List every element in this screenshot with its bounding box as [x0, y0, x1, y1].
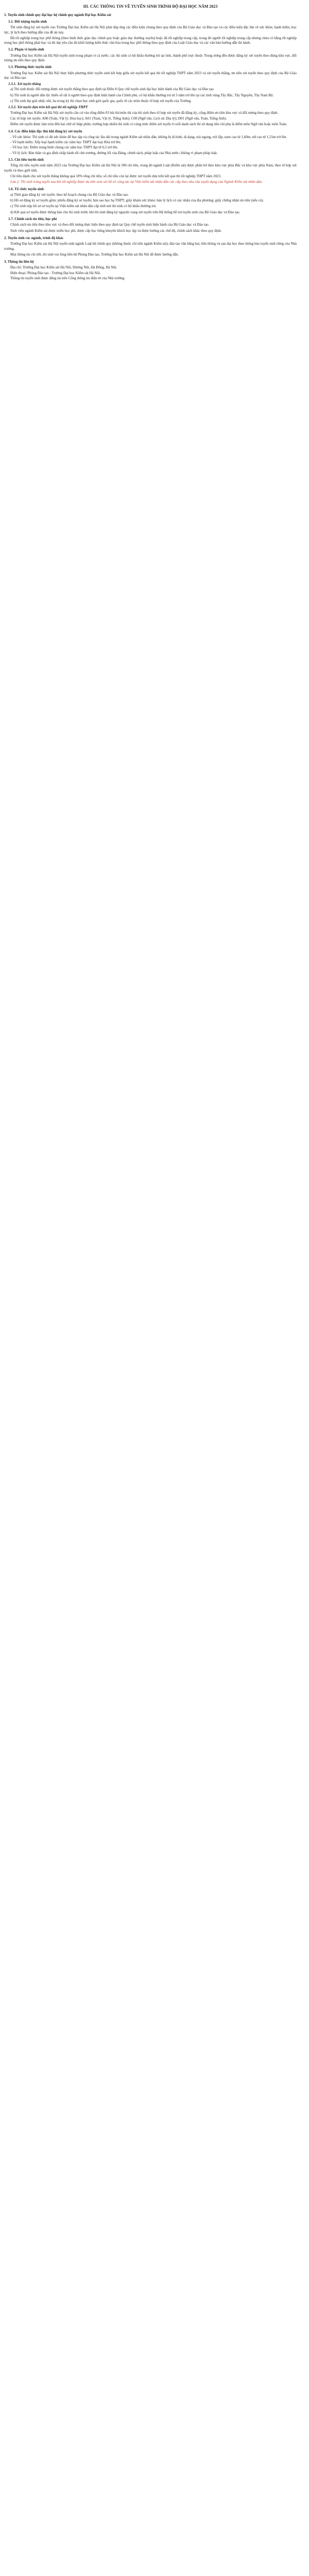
- criteria-section: [4, 129, 297, 156]
- section-heading: 1.5. Chỉ tiêu tuyển sinh: [8, 158, 44, 162]
- section-heading: 1.3. Phương thức tuyển sinh: [8, 65, 52, 70]
- subsection-item: b) Thí sinh là người dân tộc thiểu số rất ít người theo quy định hiện hành của Chính phủ, có hộ khẩu thường trú từ 3 năm trở lên tại các tỉnh vùng Tây Bắc, Tây Nguyên, Tây Nam Bộ.: [10, 93, 274, 97]
- criteria-bullet: - Về học lực: Điểm trung bình chung các năm học THPT đạt từ 6,5 trở lên.: [10, 145, 118, 150]
- section-heading: 3. Thông tin liên hệ: [4, 260, 34, 264]
- procedure-item: a) Thời gian đăng ký xét tuyển: theo kế hoạch chung của Bộ Giáo dục và Đào tạo.: [10, 192, 129, 197]
- section-paragraph: Thí sinh đăng ký xét tuyển vào Trường Đại học Kiểm sát Hà Nội phải đáp ứng các điều kiện chung theo quy định của Bộ Giáo dục và Đào tạo và các điều kiện đặc thù về sức khỏe, hạnh kiểm, học lực, lý lịch theo hướng dẫn của đề án này.: [4, 25, 297, 35]
- section-1-2: [4, 47, 297, 63]
- subsection-1-3-2: [4, 105, 297, 127]
- criteria-bullet: - Về sức khỏe: Thí sinh có đủ sức khỏe để học tập và công tác lâu dài trong ngành Kiểm sát nhân dân; không bị dị hình, dị dạng, nói ngọng, nói lắp; nam cao từ 1,60m, nữ cao từ 1,55m trở lên.: [10, 134, 287, 139]
- other-paragraph: Trường Đại học Kiểm sát Hà Nội tuyển sinh ngành Luật hệ chính quy (không thuộc chỉ tiêu ngành Kiểm sát), đào tạo văn bằng hai, liên thông và sau đại học theo thông báo tuyển sinh riêng của Nhà trường.: [4, 242, 297, 251]
- quota-paragraph: Chỉ tiêu dành cho xét tuyển thẳng không quá 10% tổng chỉ tiêu; số chỉ tiêu còn lại được xét tuyển dựa trên kết quả thi tốt nghiệp THPT năm 2023.: [10, 174, 221, 178]
- subsection-item: Điểm xét tuyển được làm tròn đến hai chữ số thập phân; trường hợp nhiều thí sinh có cùng mức điểm xét tuyển ở cuối danh sách thì sử dụng tiêu chí phụ là điểm môn Ngữ văn hoặc môn Toán.: [10, 122, 287, 127]
- fees-paragraph: Sinh viên ngành Kiểm sát được miễn học phí, được cấp học bổng khuyến khích học tập và được hưởng các chế độ, chính sách khác theo quy định.: [10, 228, 222, 233]
- section-heading: 1.2. Phạm vi tuyển sinh: [8, 47, 44, 52]
- section-1-1: [4, 20, 297, 45]
- contact-line: Điện thoại: Phòng Đào tạo - Trường Đại học Kiểm sát Hà Nội.: [10, 270, 101, 275]
- section-heading: 2. Tuyển sinh các ngành, trình độ khác: [4, 235, 64, 240]
- document-page: [0, 0, 301, 287]
- procedure-item: d) Kết quả sơ tuyển được thông báo cho thí sinh trước khi thí sinh đăng ký nguyện vọng xét tuyển trên Hệ thống hỗ trợ tuyển sinh của Bộ Giáo dục và Đào tạo.: [10, 210, 241, 214]
- contact-section: [4, 260, 297, 281]
- procedure-section: [4, 187, 297, 215]
- subsection-heading: 1.3.2. Xét tuyển dựa trên kết quả thi tốt nghiệp THPT: [8, 105, 88, 110]
- criteria-bullet: - Về lý lịch: Bản thân và gia đình chấp hành tốt chủ trương, đường lối của Đảng, chính sách, pháp luật của Nhà nước; không vi phạm pháp luật.: [10, 150, 218, 155]
- section-heading: 1.6. Tổ chức tuyển sinh: [8, 187, 44, 191]
- document-title: III. CÁC THÔNG TIN VỀ TUYỂN SINH TRÌNH ĐỘ ĐẠI HỌC NĂM 2023: [83, 4, 218, 9]
- contact-line: Thông tin tuyển sinh được đăng tải trên Cổng thông tin điện tử của Nhà trường.: [10, 276, 125, 280]
- fees-paragraph: Chính sách ưu tiên theo khu vực và theo đối tượng thực hiện theo quy định tại Quy chế tuyển sinh hiện hành của Bộ Giáo dục và Đào tạo.: [10, 223, 210, 227]
- section-paragraph: Trường Đại học Kiểm sát Hà Nội tuyển sinh trong phạm vi cả nước; các thí sinh có hộ khẩu thường trú tại tỉnh, thành phố trực thuộc Trung ương đều được đăng ký xét tuyển theo đúng khu vực, đối tượng ưu tiên theo quy định.: [4, 53, 297, 62]
- contact-line: Địa chỉ: Trường Đại học Kiểm sát Hà Nội, Dương Nội, Hà Đông, Hà Nội.: [10, 265, 117, 270]
- quota-note: Lưu ý: Thí sinh trúng tuyển sau khi tốt nghiệp được ưu tiên xem xét bố trí công tác tại Viện kiểm sát nhân dân các cấp theo nhu cầu tuyển dụng của Ngành Kiểm sát nhân dân.: [10, 180, 263, 184]
- other-programs-section: [4, 236, 297, 257]
- subsection-item: c) Thí sinh đạt giải nhất, nhì, ba trong kỳ thi chọn học sinh giỏi quốc gia, quốc tế các môn thuộc tổ hợp xét tuyển của Trường.: [10, 99, 192, 104]
- subsection-heading: 1.3.1. Xét tuyển thẳng: [8, 82, 41, 87]
- quota-paragraph: Tổng chỉ tiêu tuyển sinh năm 2023 của Trường Đại học Kiểm sát Hà Nội là 500 chỉ tiêu, trong đó ngành Luật (Kiểm sát) được phân bổ theo khu vực phía Bắc và khu vực phía Nam, theo tổ hợp xét tuyển và theo giới tính.: [4, 163, 297, 173]
- fees-section: [4, 217, 297, 233]
- subsection-item: Các tổ hợp xét tuyển: A00 (Toán, Vật lý, Hóa học); A01 (Toán, Vật lý, Tiếng Anh); C00 (Ngữ văn, Lịch sử, Địa lý); D01 (Ngữ văn, Toán, Tiếng Anh).: [10, 116, 227, 121]
- section-heading: 1.7. Chính sách ưu tiên, học phí: [8, 217, 57, 222]
- subsection-item: Trường Đại học Kiểm sát Hà Nội xét tuyển căn cứ vào tổng điểm 03 bài thi/môn thi của thí sinh theo tổ hợp xét tuyển đã đăng ký, cộng điểm ưu tiên khu vực và đối tượng theo quy định.: [10, 110, 279, 115]
- subsection-item: a) Thí sinh thuộc đối tượng được xét tuyển thẳng theo quy định tại Điều 8 Quy chế tuyển sinh đại học hiện hành của Bộ Giáo dục và Đào tạo.: [10, 87, 215, 92]
- section-paragraph: Trường Đại học Kiểm sát Hà Nội thực hiện phương thức tuyển sinh kết hợp giữa xét tuyển kết quả thi tốt nghiệp THPT năm 2023 và xét tuyển thẳng, ưu tiên xét tuyển theo quy định của Bộ Giáo dục và Đào tạo.: [4, 71, 297, 80]
- quota-section: [4, 158, 297, 184]
- section-heading: 1.4. Các điều kiện đặc thù khi đăng ký xét tuyển: [8, 129, 82, 133]
- document-subtitle: 1. Tuyển sinh chính quy đại học hệ chính quy ngành Đại học Kiểm sát: [4, 12, 111, 17]
- subsection-1-3-1: [4, 82, 297, 104]
- other-paragraph: Mọi thông tin chi tiết, thí sinh vui lòng liên hệ Phòng Đào tạo, Trường Đại học Kiểm sát Hà Nội để được hướng dẫn.: [10, 252, 179, 257]
- section-paragraph: Đã tốt nghiệp trung học phổ thông (theo hình thức giáo dục chính quy hoặc giáo dục thường xuyên) hoặc đã tốt nghiệp trung cấp, trong đó người tốt nghiệp trung cấp nhưng chưa có bằng tốt nghiệp trung học phổ thông phải học và thi đạt yêu cầu đủ khối lượng kiến thức văn hóa trung học phổ thông theo quy định của Luật Giáo dục và các văn bản hướng dẫn thi hành.: [4, 36, 297, 45]
- section-heading: 1.1. Đối tượng tuyển sinh: [8, 19, 47, 24]
- section-1-3: [4, 65, 297, 80]
- procedure-item: b) Hồ sơ đăng ký sơ tuyển gồm: phiếu đăng ký sơ tuyển; bản sao học bạ THPT; giấy khám sức khỏe; bản lý lịch có xác nhận của địa phương; giấy chứng nhận ưu tiên (nếu có).: [10, 198, 264, 203]
- criteria-bullet: - Về hạnh kiểm: Xếp loại hạnh kiểm các năm học THPT đạt loại Khá trở lên.: [10, 140, 122, 145]
- procedure-item: c) Thí sinh nộp hồ sơ sơ tuyển tại Viện kiểm sát nhân dân cấp tỉnh nơi thí sinh có hộ khẩu thường trú.: [10, 204, 157, 209]
